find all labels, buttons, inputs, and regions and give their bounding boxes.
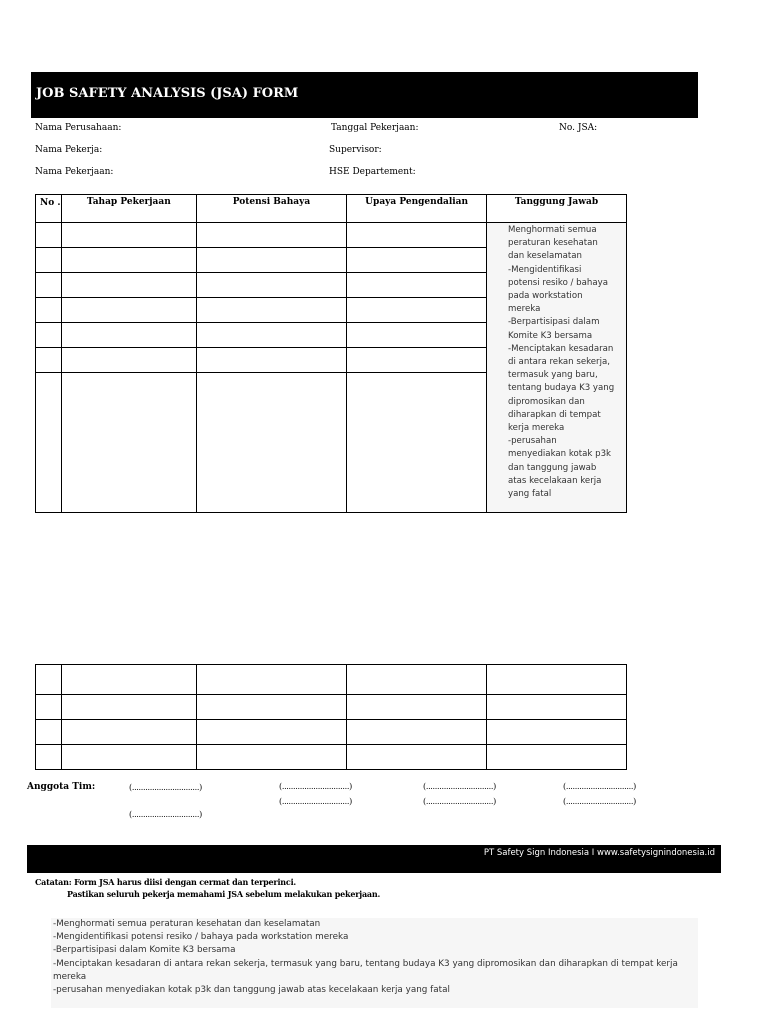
table-row — [36, 665, 627, 695]
responsibility-line: -perusahan — [507, 436, 557, 447]
table-cell[interactable] — [36, 248, 62, 273]
responsibility-line: kerja mereka — [507, 423, 565, 434]
table-cell[interactable] — [196, 348, 347, 373]
table-cell[interactable] — [347, 298, 487, 323]
table-cell[interactable] — [36, 348, 62, 373]
responsibility-line: atas kecelakaan kerja — [507, 475, 602, 486]
title-bar — [31, 72, 698, 118]
summary-line: -perusahan menyediakan kotak p3k dan tanggung jawab atas kecelakaan kerja yang fatal — [53, 985, 450, 996]
jsa-number-field-label: No. JSA: — [559, 123, 598, 133]
responsibility-line: yang fatal — [507, 489, 552, 500]
team-member-field[interactable]: (..............................) — [279, 782, 352, 791]
table-row — [36, 223, 627, 248]
note-line-1: Catatan: Form JSA harus diisi dengan cermat dan terperinci. — [35, 877, 296, 887]
responsibility-line: mereka — [507, 304, 541, 315]
summary-line: -Menciptakan kesadaran di antara rekan sekerja, termasuk yang baru, tentang budaya K3 yang dipromosikan dan diharapkan di tempat kerja — [53, 958, 678, 969]
table-cell[interactable] — [36, 273, 62, 298]
responsibility-cell — [486, 223, 626, 513]
table-cell[interactable] — [36, 223, 62, 248]
jsa-table — [35, 194, 627, 513]
table-row — [36, 720, 627, 745]
table-cell[interactable] — [487, 665, 627, 695]
supervisor-field-label: Supervisor: — [329, 145, 382, 155]
responsibility-line: -Menciptakan kesadaran — [507, 343, 614, 354]
table-cell[interactable] — [36, 665, 62, 695]
company-field-label: Nama Perusahaan: — [35, 123, 122, 133]
responsibility-line: di antara rekan sekerja, — [507, 357, 610, 368]
table-cell[interactable] — [61, 373, 196, 513]
table-cell[interactable] — [36, 720, 62, 745]
responsibility-line: dipromosikan dan — [507, 396, 585, 407]
table-cell[interactable] — [196, 323, 347, 348]
footer-bar — [27, 845, 721, 873]
table-cell[interactable] — [196, 720, 347, 745]
responsibility-line: peraturan kesehatan — [507, 238, 598, 249]
table-cell[interactable] — [196, 273, 347, 298]
table-cell[interactable] — [61, 745, 196, 770]
team-member-field[interactable]: (..............................) — [423, 782, 496, 791]
work-date-field-label: Tanggal Pekerjaan: — [331, 123, 419, 133]
table-cell[interactable] — [61, 223, 196, 248]
table-cell[interactable] — [61, 695, 196, 720]
footer-company-text: PT Safety Sign Indonesia I www.safetysignindonesia.id — [483, 848, 715, 858]
responsibility-line: -Mengidentifikasi — [507, 264, 582, 275]
table-cell[interactable] — [61, 720, 196, 745]
header-no: No . — [36, 195, 62, 223]
note-line-2: Pastikan seluruh pekerja memahami JSA sebelum melakukan pekerjaan. — [67, 889, 381, 899]
team-member-field[interactable]: (..............................) — [423, 797, 496, 806]
team-member-field[interactable]: (..............................) — [129, 783, 202, 792]
table-cell[interactable] — [61, 273, 196, 298]
table-cell[interactable] — [196, 665, 347, 695]
table-cell[interactable] — [36, 323, 62, 348]
table-row — [36, 695, 627, 720]
table-cell[interactable] — [196, 745, 347, 770]
table-cell[interactable] — [347, 373, 487, 513]
table-cell[interactable] — [196, 248, 347, 273]
table-cell[interactable] — [36, 298, 62, 323]
responsibility-line: menyediakan kotak p3k — [507, 449, 612, 460]
table-cell[interactable] — [61, 348, 196, 373]
table-cell[interactable] — [487, 695, 627, 720]
table-cell[interactable] — [36, 745, 62, 770]
responsibility-line: pada workstation — [507, 291, 583, 302]
table-cell[interactable] — [61, 298, 196, 323]
responsibility-line: termasuk yang baru, — [507, 370, 598, 381]
table-cell[interactable] — [61, 248, 196, 273]
table-row — [36, 745, 627, 770]
summary-box — [51, 918, 698, 1008]
worker-name-field-label: Nama Pekerja: — [35, 145, 103, 155]
jsa-table-continuation — [35, 664, 627, 770]
table-cell[interactable] — [36, 695, 62, 720]
table-cell[interactable] — [487, 745, 627, 770]
summary-line: -Berpartisipasi dalam Komite K3 bersama — [53, 945, 236, 956]
responsibility-line: tentang budaya K3 yang — [507, 383, 615, 394]
table-cell[interactable] — [347, 665, 487, 695]
summary-line: -Menghormati semua peraturan kesehatan dan keselamatan — [53, 919, 321, 929]
team-member-field[interactable]: (..............................) — [279, 797, 352, 806]
table-cell[interactable] — [61, 665, 196, 695]
form-title: JOB SAFETY ANALYSIS (JSA) FORM — [36, 86, 299, 101]
responsibility-line: diharapkan di tempat — [507, 409, 601, 420]
responsibility-line: dan tanggung jawab — [507, 462, 597, 473]
hse-department-field-label: HSE Departement: — [329, 167, 416, 177]
table-cell[interactable] — [347, 348, 487, 373]
summary-line: -Mengidentifikasi potensi resiko / bahaya pada workstation mereka — [53, 932, 349, 943]
team-member-field[interactable]: (..............................) — [129, 810, 202, 819]
table-cell[interactable] — [347, 323, 487, 348]
job-name-field-label: Nama Pekerjaan: — [35, 167, 114, 177]
table-cell[interactable] — [347, 223, 487, 248]
header-hazard: Potensi Bahaya — [196, 195, 347, 223]
table-cell[interactable] — [347, 248, 487, 273]
table-cell[interactable] — [347, 273, 487, 298]
table-cell[interactable] — [196, 695, 347, 720]
table-cell[interactable] — [196, 373, 347, 513]
responsibility-line: potensi resiko / bahaya — [507, 277, 608, 288]
table-cell[interactable] — [347, 745, 487, 770]
table-cell[interactable] — [196, 298, 347, 323]
responsibility-line: Komite K3 bersama — [507, 330, 593, 341]
team-label: Anggota Tim: — [27, 782, 96, 792]
team-member-field[interactable]: (..............................) — [563, 797, 636, 806]
table-cell[interactable] — [196, 223, 347, 248]
responsibility-line: dan keselamatan — [507, 251, 582, 262]
table-cell[interactable] — [487, 720, 627, 745]
responsibility-line: Menghormati semua — [507, 225, 597, 235]
table-cell[interactable] — [347, 695, 487, 720]
table-cell[interactable] — [61, 323, 196, 348]
summary-line: mereka — [53, 971, 87, 982]
table-cell[interactable] — [347, 720, 487, 745]
table-header-row — [36, 195, 627, 223]
header-control: Upaya Pengendalian — [347, 195, 487, 223]
responsibility-line: -Berpartisipasi dalam — [507, 317, 600, 328]
table-cell[interactable] — [36, 373, 62, 513]
header-responsibility: Tanggung Jawab — [486, 195, 626, 223]
team-member-field[interactable]: (..............................) — [563, 782, 636, 791]
header-job-step: Tahap Pekerjaan — [61, 195, 196, 223]
